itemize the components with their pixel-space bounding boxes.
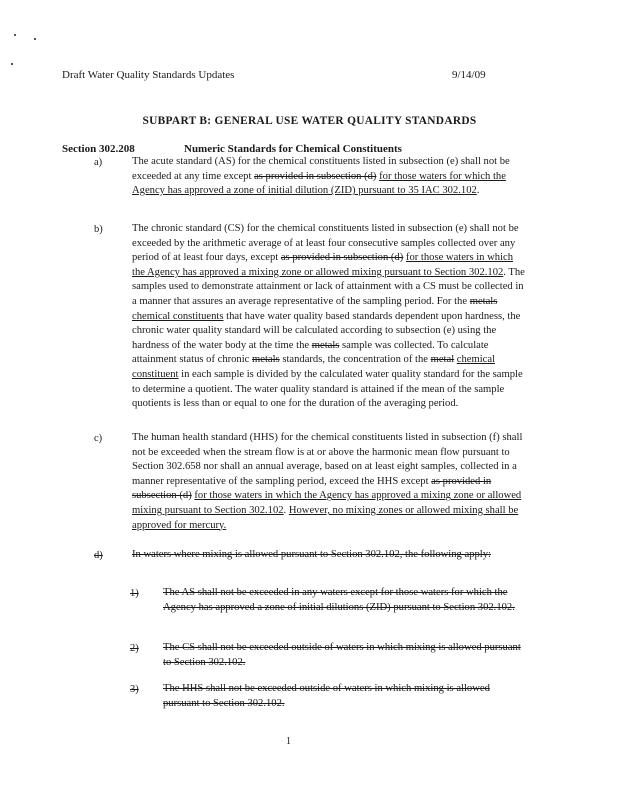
scan-speck (34, 38, 36, 40)
para-d-item-3-label: 3) (130, 684, 139, 695)
inserted-text: for those waters in which the Agency has approved a mixing zone or allowed mixing pursuant to Section 302.102 (132, 252, 514, 278)
para-d-item-1: The AS shall not be exceeded in any waters except for those waters for which the Agency has approved a zone of initial dilutions (ZID) pursuant to Section 302.102. (163, 587, 515, 613)
page-title: SUBPART B: GENERAL USE WATER QUALITY STANDARDS (142, 115, 477, 127)
para-d-item-2: The CS shall not be exceeded outside of waters in which mixing is allowed pursuant to Section 302.102. (163, 642, 521, 668)
text-run: . (283, 504, 289, 516)
text-run: . The samples used to demonstrate attainment or lack of attainment with a CS must be collected in a manner that assures an average representative of the sampling period. For the (132, 266, 525, 307)
struck-text: metals (252, 354, 280, 366)
section-title: Numeric Standards for Chemical Constituents (184, 143, 402, 155)
text-run: The human health standard (HHS) for the chemical constituents listed in subsection (f) shall not be exceeded when the stream flow is at or above the harmonic mean flow pursuant to Section 302.658 nor shall an annual average, based on at least eight samples, collected in a manner representative of the sampling period, exceed the HHS except (132, 432, 523, 487)
text-run: that have water quality based standards dependent upon hardness, the chronic water quality standard will be calculated according to subsection (e) using the hardness of the water body at the time the (132, 310, 521, 351)
struck-text: metal (430, 354, 455, 366)
para-b (132, 222, 526, 412)
para-a (132, 155, 526, 199)
text-run: . (476, 185, 480, 197)
text-run: sample was collected. To calculate attainment status of chronic (132, 339, 489, 366)
header-date: 9/14/09 (452, 69, 486, 81)
inserted-text: for those waters in which the Agency has approved a mixing zone or allowed mixing pursuant to Section 302.102 (132, 490, 522, 516)
struck-text: metals (311, 339, 340, 351)
inserted-text: chemical constituent (132, 354, 496, 380)
scan-speck (14, 34, 16, 36)
text-run: in each sample is divided by the calculated water quality standard for the sample to determine a quotient. The water quality standard is attained if the mean of the sample quotients is less than or equal to one for the duration of the averaging period. (132, 368, 523, 410)
para-c (132, 431, 526, 533)
para-d-item-3: The HHS shall not be exceeded outside of waters in which mixing is allowed pursuant to Section 302.102. (163, 683, 490, 709)
para-a-label: a) (94, 157, 103, 168)
para-d-item-1-label: 1) (130, 588, 139, 599)
text-run: The chronic standard (CS) for the chemical constituents listed in subsection (e) shall not be exceeded by the arithmetic average of at least four consecutive samples collected over any period of at least four days, except (132, 223, 519, 264)
struck-text: as provided in subsection (d) (280, 252, 404, 264)
scan-speck (11, 63, 13, 65)
inserted-text: However, no mixing zones or allowed mixing shall be approved for mercury. (132, 504, 519, 531)
section-heading (62, 143, 402, 155)
para-d: In waters where mixing is allowed pursuant to Section 302.102, the following apply: (132, 549, 491, 560)
para-d-label: d) (94, 550, 103, 561)
para-d-item-2-label: 2) (130, 643, 139, 654)
struck-text: as provided in subsection (d) (254, 170, 377, 182)
section-number: Section 302.208 (62, 143, 135, 155)
para-c-label: c) (94, 433, 103, 444)
para-b-label: b) (94, 224, 103, 235)
struck-text: as provided in subsection (d) (132, 475, 492, 502)
text-run: standards, the concentration of the (279, 354, 431, 366)
inserted-text: for those waters for which the Agency has approved a zone of initial dilution (ZID) pursuant to 35 IAC 302.102 (132, 170, 506, 197)
page-number: 1 (286, 736, 291, 747)
inserted-text: chemical constituents (132, 310, 224, 322)
text-run: The acute standard (AS) for the chemical constituents listed in subsection (e) shall not be exceeded at any time except (132, 156, 510, 182)
struck-text: metals (469, 295, 498, 307)
header-left: Draft Water Quality Standards Updates (62, 69, 235, 81)
